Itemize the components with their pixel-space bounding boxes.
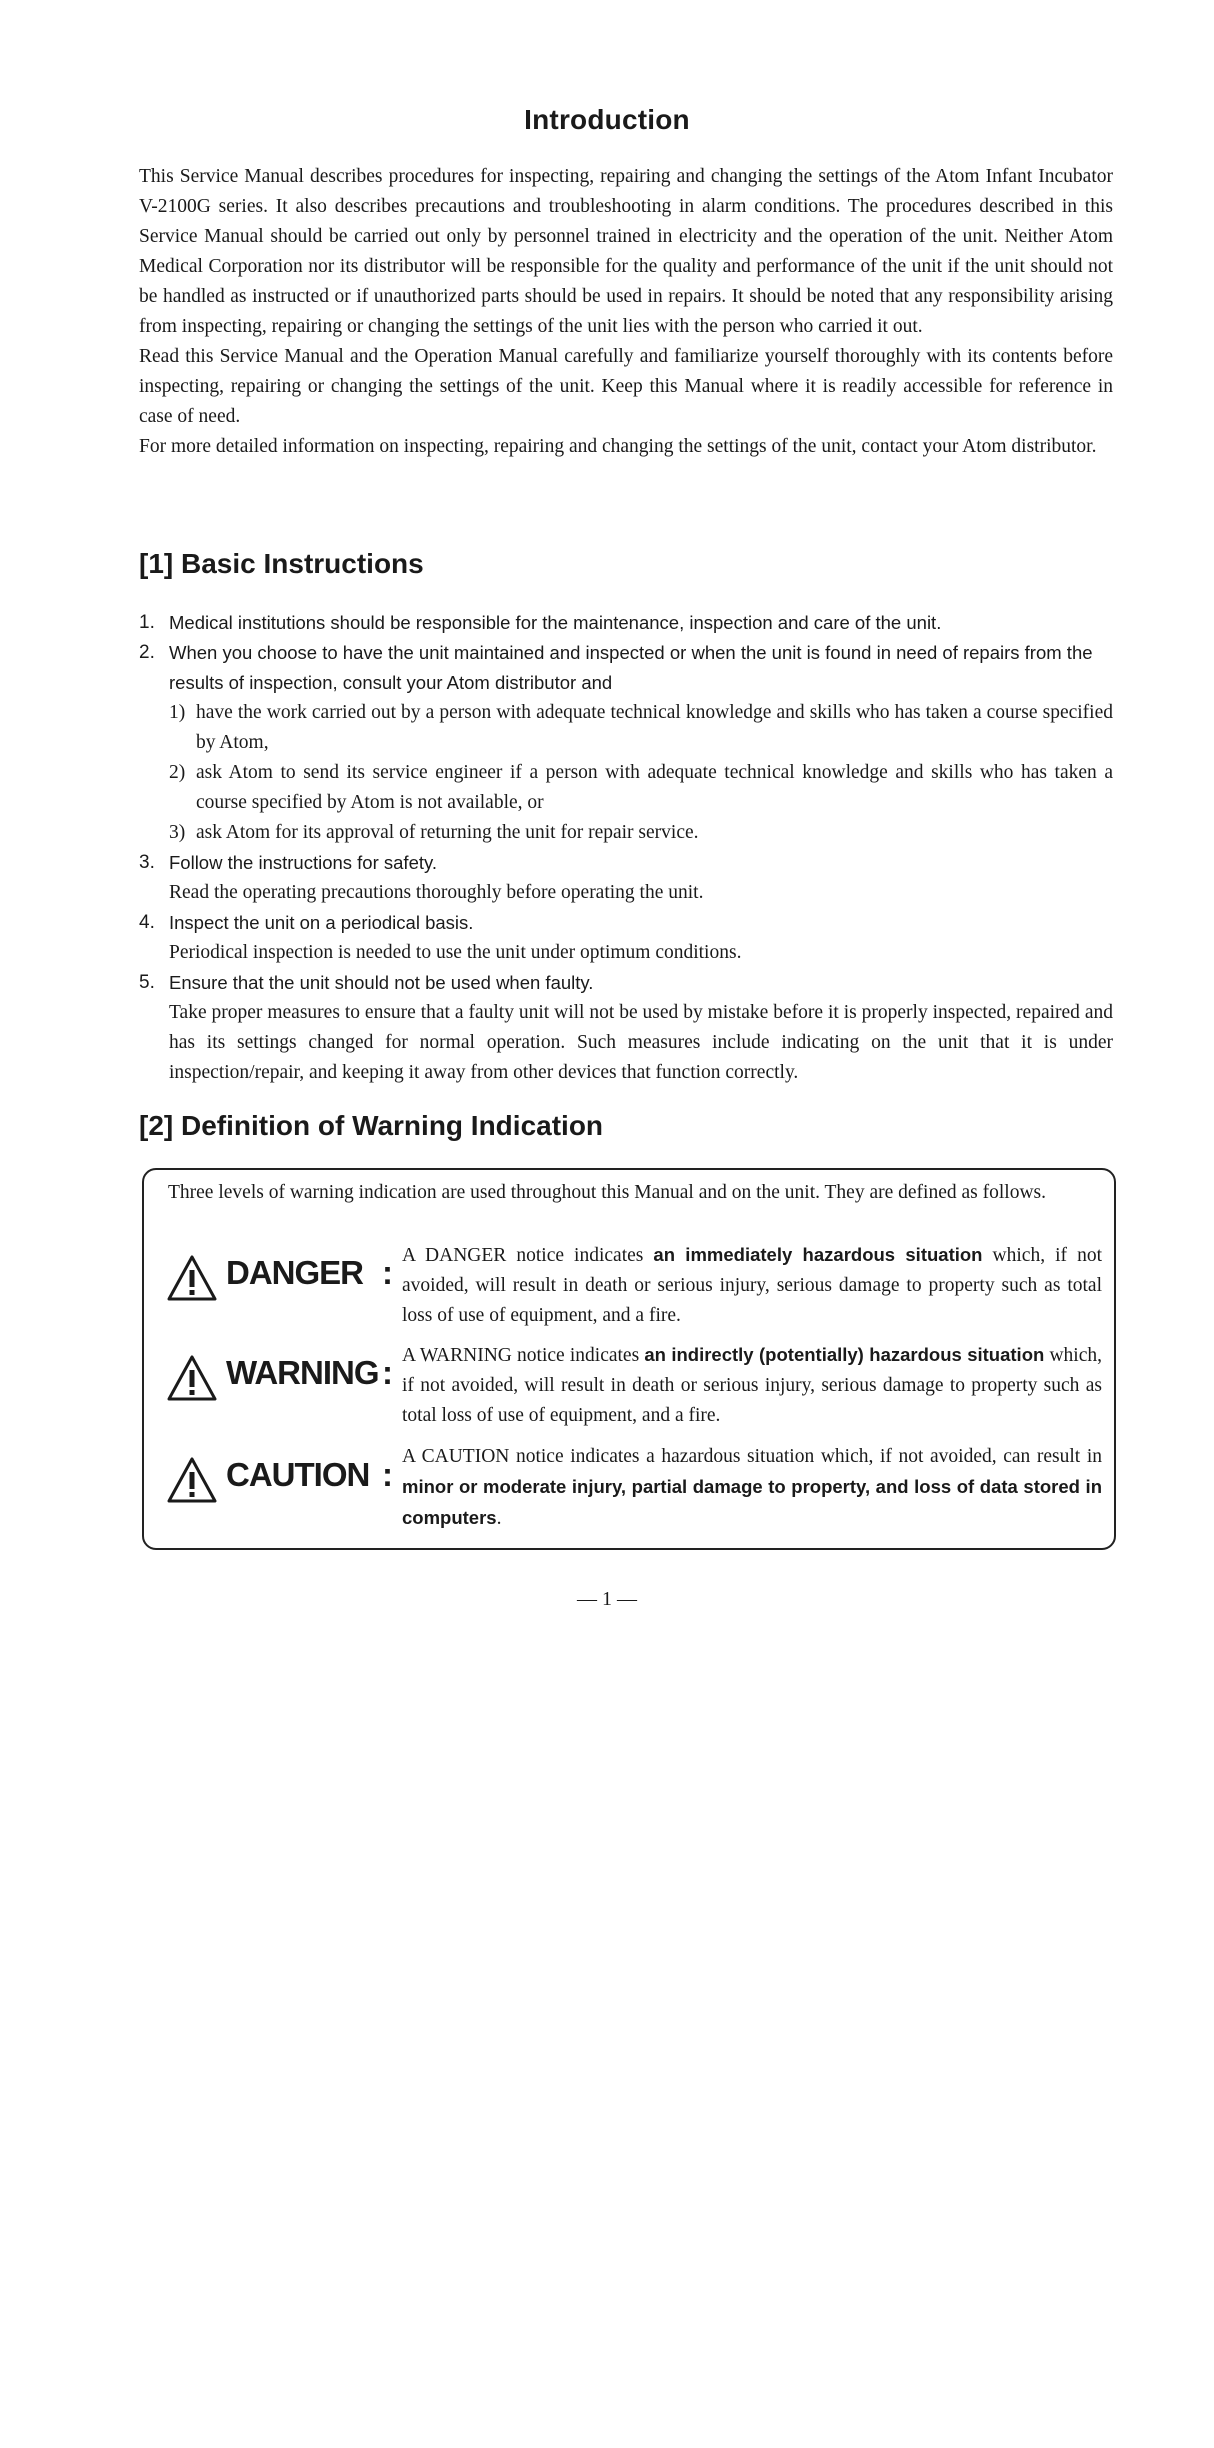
item-number: 1.: [139, 612, 155, 633]
intro-paragraph: This Service Manual describes procedures for inspecting, repairing and changing the settings of the Atom Infant Incubator V-2100G series. It also describes precautions and troubleshooting in alarm conditions. The procedures described in this Service Manual should be carried out only by personnel trained in electricity and the operation of the unit. Neither Atom Medical Corporation nor its distributor will be responsible for the quality and performance of the unit if the unit should not be handled as instructed or if unauthorized parts should be used in repairs. It should be noted that any responsibility arising from inspecting, repairing or changing the settings of the unit lies with the person who carried it out.: [139, 166, 1113, 337]
list-item: [139, 638, 1113, 698]
sub-item: [139, 758, 1113, 818]
label-colon: :: [382, 1254, 393, 1291]
warning-definition: [166, 1340, 1104, 1440]
item-title: When you choose to have the unit maintained and inspected or when the unit is found in need of repairs from the results of inspection, consult your Atom distributor and: [169, 642, 1093, 693]
sub-item-text: ask Atom for its approval of returning the unit for repair service.: [196, 822, 699, 843]
sub-item: [139, 698, 1113, 758]
item-title: Medical institutions should be responsible for the maintenance, inspection and care of the unit.: [169, 612, 942, 633]
sub-item-number: 1): [169, 702, 186, 723]
label-colon: :: [382, 1456, 393, 1493]
item-title: Ensure that the unit should not be used when faulty.: [169, 972, 594, 993]
list-item: [139, 968, 1113, 1088]
list-item: [139, 848, 1113, 908]
item-body: Read the operating precautions thoroughly before operating the unit.: [169, 882, 704, 903]
list-item: [139, 908, 1113, 968]
sub-item-number: 3): [169, 822, 186, 843]
warning-triangle-icon: [166, 1254, 218, 1302]
item-title: Follow the instructions for safety.: [169, 852, 438, 873]
introduction-text: [139, 162, 1113, 462]
page-number: — 1 —: [577, 1588, 637, 1610]
danger-definition: [166, 1240, 1104, 1340]
section-heading-basic-instructions: [1] Basic Instructions: [139, 548, 424, 579]
warning-description: A WARNING notice indicates an indirectly (potentially) hazardous situation which, if not avoided, will result in death or serious injury, serious damage to property such as total loss of use of equipment, and a fire.: [402, 1344, 1103, 1426]
warning-box-intro: Three levels of warning indication are used throughout this Manual and on the unit. They are defined as follows.: [168, 1182, 1046, 1203]
label-colon: :: [382, 1354, 393, 1391]
item-body: Take proper measures to ensure that a faulty unit will not be used by mistake before it is properly inspected, repaired and has its settings changed for normal operation. Such measures include indicating on the unit that it is under inspection/repair, and keeping it away from other devices that function correctly.: [169, 1002, 1113, 1083]
page-title: Introduction: [524, 104, 690, 135]
basic-instructions-list: [139, 608, 1113, 1088]
danger-description: A DANGER notice indicates an immediately hazardous situation which, if not avoided, will result in death or serious injury, serious damage to property such as total loss of use of equipment, and a fire.: [402, 1244, 1102, 1326]
sub-item-number: 2): [169, 762, 186, 783]
item-body: Periodical inspection is needed to use the unit under optimum conditions.: [169, 942, 742, 963]
item-number: 2.: [139, 642, 155, 663]
sub-item-text: have the work carried out by a person with adequate technical knowledge and skills who has taken a course specified by Atom,: [196, 702, 1113, 753]
item-number: 3.: [139, 852, 155, 873]
warning-definition-box: [142, 1168, 1116, 1550]
item-number: 5.: [139, 972, 155, 993]
sub-item: [139, 818, 1113, 848]
item-title: Inspect the unit on a periodical basis.: [169, 912, 474, 933]
warning-triangle-icon: [166, 1456, 218, 1504]
caution-definition: [166, 1442, 1104, 1542]
caution-description: A CAUTION notice indicates a hazardous situation which, if not avoided, can result in minor or moderate injury, partial damage to property, and loss of data stored in computers.: [402, 1446, 1102, 1529]
intro-paragraph: Read this Service Manual and the Operation Manual carefully and familiarize yourself thoroughly with its contents before inspecting, repairing or changing the settings of the unit. Keep this Manual where it is readily accessible for reference in case of need.: [139, 346, 1113, 427]
section-heading-warning-indication: [2] Definition of Warning Indication: [139, 1110, 604, 1141]
sub-item-text: ask Atom to send its service engineer if a person with adequate technical knowledge and skills who has taken a course specified by Atom is not available, or: [196, 762, 1113, 813]
item-number: 4.: [139, 912, 155, 933]
warning-label: WARNING: [226, 1354, 379, 1391]
danger-label: DANGER: [226, 1254, 364, 1291]
caution-label: CAUTION: [226, 1456, 370, 1493]
list-item: [139, 608, 1113, 638]
intro-paragraph: For more detailed information on inspecting, repairing and changing the settings of the unit, contact your Atom distributor.: [139, 436, 1097, 457]
warning-triangle-icon: [166, 1354, 218, 1402]
